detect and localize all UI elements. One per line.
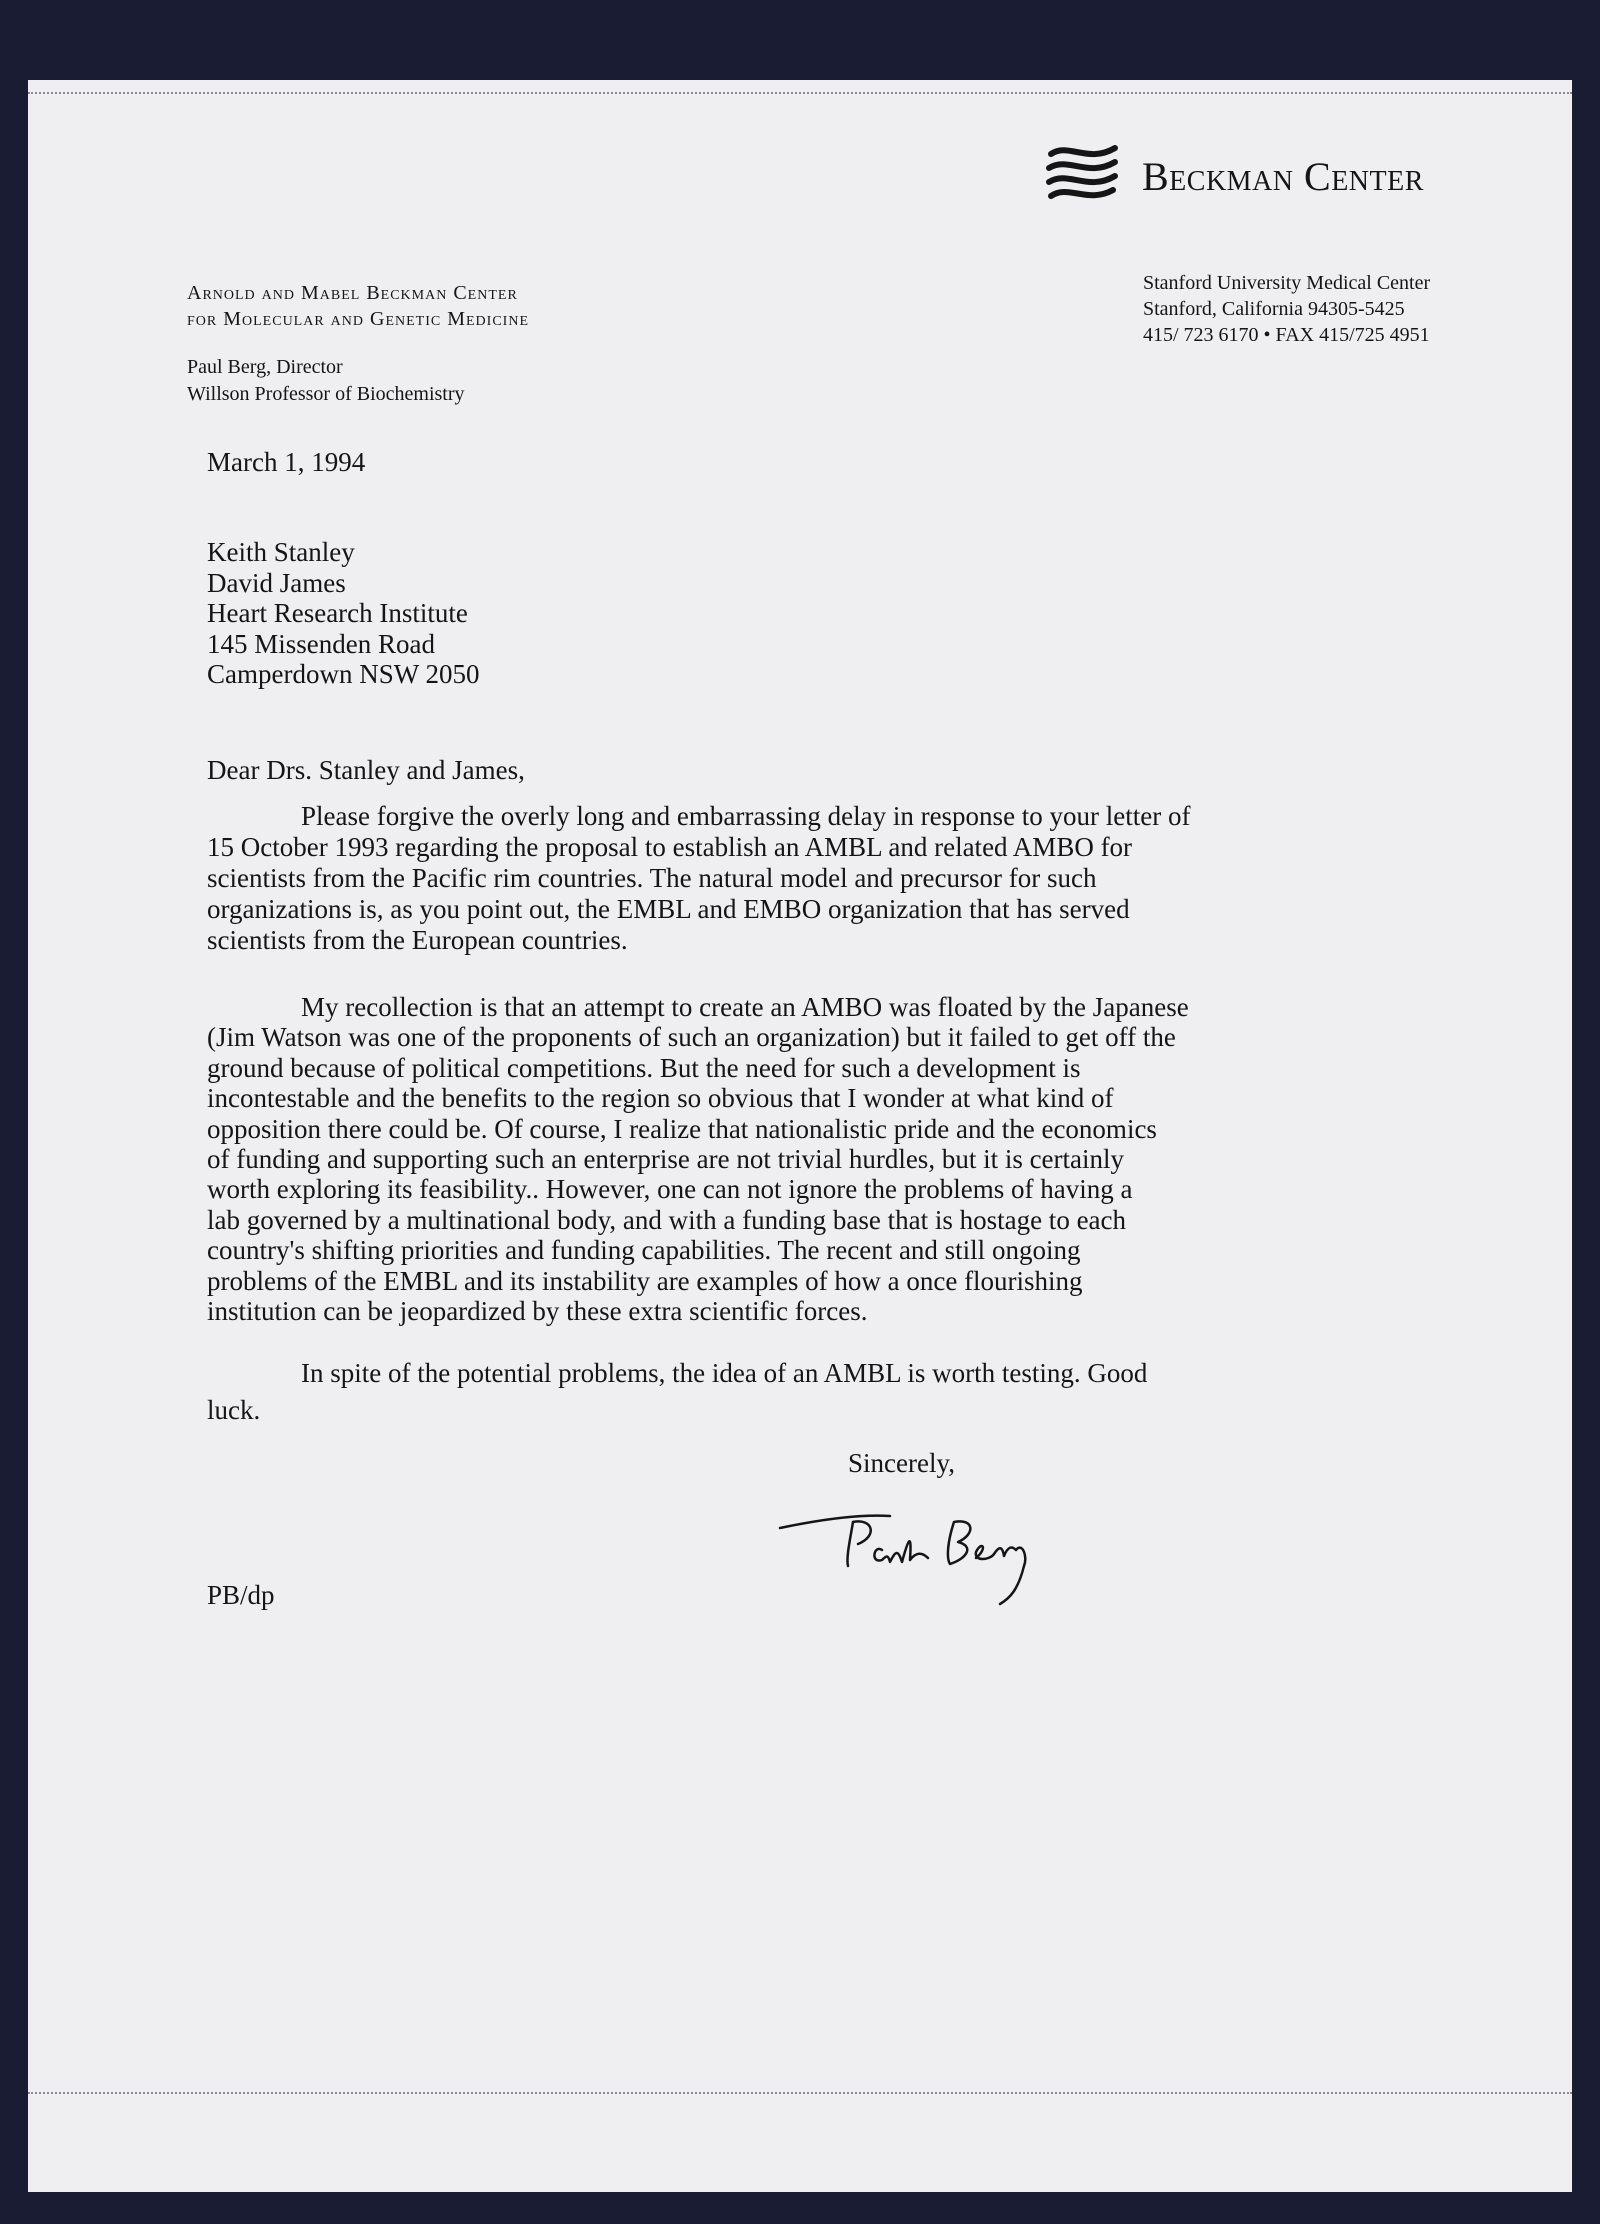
brand-name: Beckman Center [1142, 154, 1424, 199]
paragraph-1 [207, 801, 1191, 956]
text-line: (Jim Watson was one of the proponents of such an organization) but it failed to get off the [207, 1022, 1176, 1053]
letter-date: March 1, 1994 [207, 447, 366, 477]
text-line: lab governed by a multinational body, and with a funding base that is hostage to each [207, 1204, 1127, 1235]
text-line: scientists from the European countries. [207, 925, 628, 955]
paragraph-3 [207, 1355, 1147, 1429]
institution-header [187, 280, 529, 332]
top-dotted-edge [28, 92, 1572, 94]
text-line: Please forgive the overly long and embarrassing delay in response to your letter of [301, 801, 1191, 831]
recipient-line: Heart Research Institute [207, 598, 468, 628]
recipient-line: Keith Stanley [207, 537, 355, 567]
address-line: Stanford, California 94305-5425 [1143, 298, 1405, 320]
text-line: 15 October 1993 regarding the proposal to establish an AMBL and related AMBO for [207, 832, 1133, 862]
text-line: problems of the EMBL and its instability are examples of how a once flourishing [207, 1265, 1083, 1296]
address-line: Stanford University Medical Center [1143, 272, 1431, 294]
text-line: scientists from the Pacific rim countries. The natural model and precursor for such [207, 863, 1097, 893]
text-line: institution can be jeopardized by these extra scientific forces. [207, 1296, 868, 1327]
recipient-line: David James [207, 567, 346, 598]
text-line: incontestable and the benefits to the region so obvious that I wonder at what kind of [207, 1083, 1114, 1114]
address-header [1143, 270, 1430, 348]
recipient-line: 145 Missenden Road [207, 628, 435, 659]
text-line: worth exploring its feasibility.. However, one can not ignore the problems of having a [207, 1174, 1133, 1205]
address-line: 415/ 723 6170 • FAX 415/725 4951 [1143, 324, 1430, 346]
text-line: In spite of the potential problems, the idea of an AMBL is worth testing. Good [301, 1358, 1148, 1388]
letter-page [28, 80, 1572, 2192]
text-line: country's shifting priorities and funding capabilities. The recent and still ongoing [207, 1235, 1081, 1266]
text-line: My recollection is that an attempt to create an AMBO was floated by the Japanese [301, 992, 1189, 1022]
paragraph-2 [207, 992, 1189, 1326]
signature-paul-berg [778, 1500, 1088, 1610]
institution-line: Arnold and Mabel Beckman Center [187, 282, 518, 304]
director-block [187, 354, 465, 408]
text-line: ground because of political competitions. But the need for such a development is [207, 1052, 1081, 1083]
recipient-block [207, 537, 479, 690]
text-line: opposition there could be. Of course, I realize that nationalistic pride and the economics [207, 1113, 1157, 1144]
salutation: Dear Drs. Stanley and James, [207, 755, 525, 785]
text-line: luck. [207, 1395, 261, 1425]
director-line: Willson Professor of Biochemistry [187, 383, 465, 405]
bottom-dotted-edge [28, 2092, 1572, 2094]
initials: PB/dp [207, 1580, 275, 1610]
beckman-wave-logo-icon [1043, 142, 1123, 202]
institution-line: for Molecular and Genetic Medicine [187, 308, 529, 330]
closing: Sincerely, [848, 1448, 955, 1478]
text-line: organizations is, as you point out, the EMBL and EMBO organization that has served [207, 894, 1130, 924]
director-line: Paul Berg, Director [187, 356, 343, 378]
text-line: of funding and supporting such an enterprise are not trivial hurdles, but it is certainly [207, 1144, 1125, 1175]
recipient-line: Camperdown NSW 2050 [207, 659, 480, 689]
